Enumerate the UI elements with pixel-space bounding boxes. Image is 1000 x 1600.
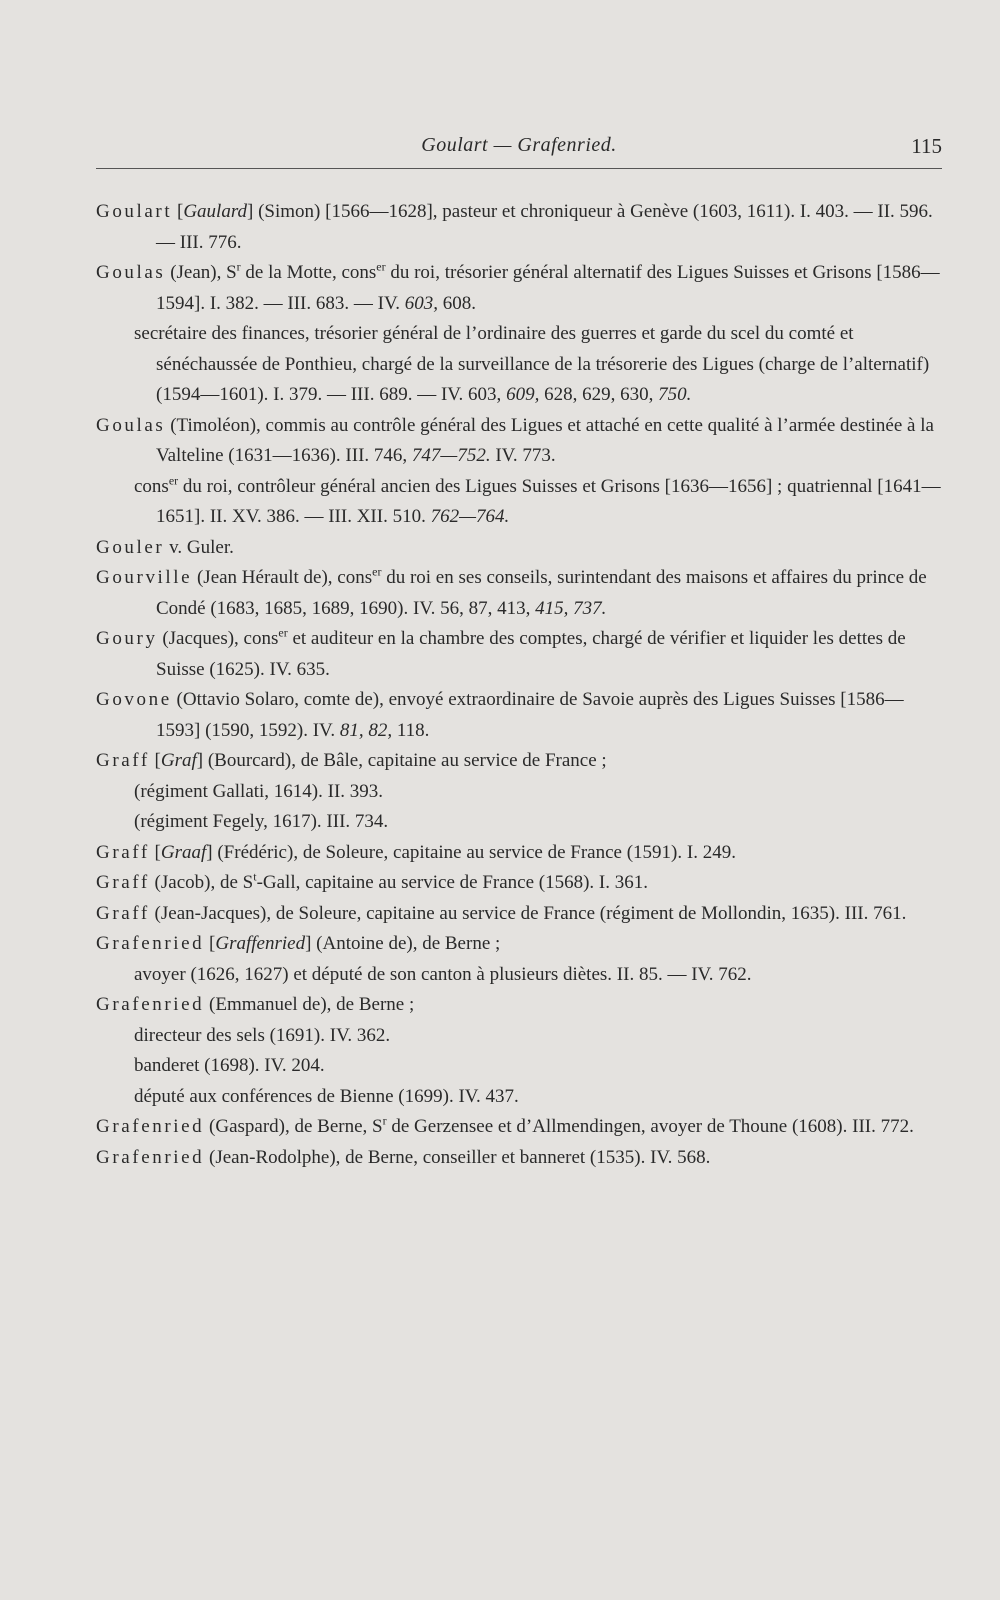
entry-name: Gourville — [96, 567, 193, 588]
entry-grafenried-antoine: Grafenried [Graffenried] (Antoine de), de Berne ; — [96, 933, 501, 954]
entry-govone — [96, 685, 942, 746]
entry-text: (régiment Fegely, 1617). III. 734. — [134, 811, 389, 832]
page-header — [96, 130, 942, 164]
entry-goulas-timoleon-sub — [96, 472, 942, 533]
entry-text: de la Motte, cons — [240, 262, 377, 283]
entry-text: (Simon) [1566—1628], pasteur et chroniqueur à Genève (1603, 1611). I. 403. — II. 596. — III. 776. — [156, 201, 933, 253]
entry-text: (Antoine de), de Berne ; — [311, 933, 501, 954]
entry-text: secrétaire des finances, trésorier général de l’ordinaire des guerres et garde du scel du comté et sénéchaussée de Ponthieu, chargé de la surveillance de la trésorerie des Ligues (charge de l’alternatif) (1594—1601). I. 379. — III. 689. — IV. 603, — [134, 323, 930, 405]
entry-grafenried-gaspard — [96, 1112, 942, 1143]
entry-text: 118. — [392, 719, 430, 741]
entry-text: (Jean Hérault de), cons — [192, 567, 373, 588]
entry-text: (Jacob), de S — [149, 872, 254, 893]
entry-grafenried-emmanuel-sub-1 — [96, 1021, 942, 1052]
entry-alias: Graffenried — [215, 933, 306, 954]
entry-superscript: er — [372, 564, 382, 579]
entry-superscript: er — [168, 473, 179, 488]
entry-text: (Timoléon), commis au contrôle général des Ligues et attaché en cette qualité à l’armée destinée à la Valteline (1631—1636). III. 746, — [156, 414, 934, 466]
entry-text: (Bourcard), de Bâle, capitaine au service de France ; — [203, 750, 607, 771]
entry-text: de Gerzensee et d’Allmendingen, avoyer de Thoune (1608). III. 772. — [386, 1116, 914, 1137]
page-number: 115 — [911, 134, 942, 158]
entry-italic-ref: 762—764. — [430, 506, 510, 527]
entry-text: (Frédéric), de Soleure, capitaine au service de France (1591). I. 249. — [212, 841, 736, 863]
entry-name: Grafenried — [96, 1146, 205, 1168]
entry-name: Goury — [96, 628, 158, 649]
entry-text: 608. — [438, 292, 476, 314]
entry-italic-ref: 415, 737. — [535, 597, 607, 619]
entry-text: (Jean), S — [165, 262, 237, 283]
entry-grafenried-jean-rodolphe — [96, 1143, 942, 1174]
entry-name: Govone — [96, 689, 172, 710]
entry-name: Goulas — [96, 414, 166, 436]
entry-text: (Jacques), cons — [157, 628, 279, 649]
entry-italic-ref: 747—752. — [411, 445, 491, 466]
entry-superscript: er — [278, 625, 288, 640]
entry-goulas-jean — [96, 258, 942, 319]
entry-text: -Gall, capitaine au service de France (1568). I. 361. — [256, 872, 649, 893]
entry-grafenried-antoine-sub — [96, 960, 942, 991]
entry-text: cons — [134, 475, 169, 497]
entry-name: Goulas — [96, 262, 166, 283]
entry-gourville — [96, 563, 942, 624]
entry-text: (Emmanuel de), de Berne ; — [204, 994, 415, 1015]
entry-grafenried-emmanuel — [96, 990, 942, 1021]
entry-name: Graff — [96, 750, 150, 771]
entry-text: du roi, contrôleur général ancien des Ligues Suisses et Grisons [1636—1656] ; quatriennal [1641—1651]. II. XV. 386. — III. XII. 510. — [156, 475, 941, 527]
entry-name: Gouler — [96, 536, 165, 558]
entry-graff-bourcard: Graff [Graf] (Bourcard), de Bâle, capitaine au service de France ; — [96, 750, 607, 771]
entry-graff-bourcard-sub-2 — [96, 807, 942, 838]
entry-italic-ref: 81, 82, — [339, 719, 393, 741]
entry-text: IV. 773. — [490, 445, 556, 466]
entry-goulas-jean-sub — [96, 319, 942, 411]
entry-text: 628, 629, 630, — [539, 384, 659, 405]
entry-text: avoyer (1626, 1627) et député de son canton à plusieurs diètes. II. 85. — IV. 762. — [134, 963, 752, 985]
entry-graff-jacob — [96, 868, 942, 899]
entry-name: Grafenried — [96, 994, 205, 1015]
entry-text: (Ottavio Solaro, comte de), envoyé extraordinaire de Savoie auprès des Ligues Suisses [1586—1593] (1590, 1592). IV. — [156, 689, 904, 741]
entry-text: député aux conférences de Bienne (1699). IV. 437. — [134, 1085, 519, 1107]
entry-gouler — [96, 533, 942, 564]
entry-goury — [96, 624, 942, 685]
header-rule — [96, 168, 942, 169]
entry-text: et auditeur en la chambre des comptes, chargé de vérifier et liquider les dettes de Suisse (1625). IV. 635. — [156, 628, 906, 680]
entry-text: banderet (1698). IV. 204. — [134, 1055, 325, 1076]
entry-name: Grafenried — [96, 933, 205, 954]
entry-italic-ref: 609, — [506, 384, 540, 405]
entry-text: v. Guler. — [164, 536, 234, 558]
entry-name: Graff — [96, 841, 150, 863]
running-title: Goulart — Grafenried. — [421, 134, 617, 156]
entry-graff-frederic: Graff [Graaf] (Frédéric), de Soleure, capitaine au service de France (1591). I. 249. — [96, 841, 736, 863]
index-entries — [96, 197, 942, 1173]
entry-alias: Graf — [160, 750, 197, 771]
entry-text: du roi, trésorier général alternatif des Ligues Suisses et Grisons [1586—1594]. I. 382. — III. 683. — IV. — [156, 262, 940, 314]
entry-italic-ref: 750. — [658, 384, 692, 405]
entry-goulart: Goulart [Gaulard] (Simon) [1566—1628], pasteur et chroniqueur à Genève (1603, 1611). I. 403. — II. 596. — III. 776. — [96, 201, 933, 253]
entry-italic-ref: 603, — [404, 292, 438, 314]
entry-text: (Gaspard), de Berne, S — [204, 1116, 383, 1137]
entry-name: Graff — [96, 902, 150, 924]
entry-alias: Gaulard — [183, 201, 248, 222]
entry-superscript: r — [236, 259, 241, 274]
entry-name: Grafenried — [96, 1116, 205, 1137]
entry-graff-jean-jacques — [96, 899, 942, 930]
entry-text: du roi en ses conseils, surintendant des maisons et affaires du prince de Condé (1683, 1685, 1689, 1690). IV. 56, 87, 413, — [156, 567, 927, 619]
entry-text: (Jean-Rodolphe), de Berne, conseiller et banneret (1535). IV. 568. — [204, 1146, 711, 1168]
entry-text: (Jean-Jacques), de Soleure, capitaine au service de France (régiment de Mollondin, 1635). III. 761. — [149, 902, 907, 924]
entry-grafenried-emmanuel-sub-2 — [96, 1051, 942, 1082]
entry-name: Graff — [96, 872, 150, 893]
entry-graff-bourcard-sub-1 — [96, 777, 942, 808]
entry-grafenried-emmanuel-sub-3 — [96, 1082, 942, 1113]
entry-superscript: t — [253, 869, 257, 884]
entry-text: directeur des sels (1691). IV. 362. — [134, 1024, 391, 1046]
entry-superscript: er — [376, 259, 386, 274]
entry-text: (régiment Gallati, 1614). II. 393. — [134, 780, 384, 802]
entry-superscript: r — [382, 1113, 387, 1128]
entry-name: Goulart — [96, 201, 173, 222]
entry-goulas-timoleon — [96, 411, 942, 472]
entry-alias: Graaf — [160, 841, 207, 863]
